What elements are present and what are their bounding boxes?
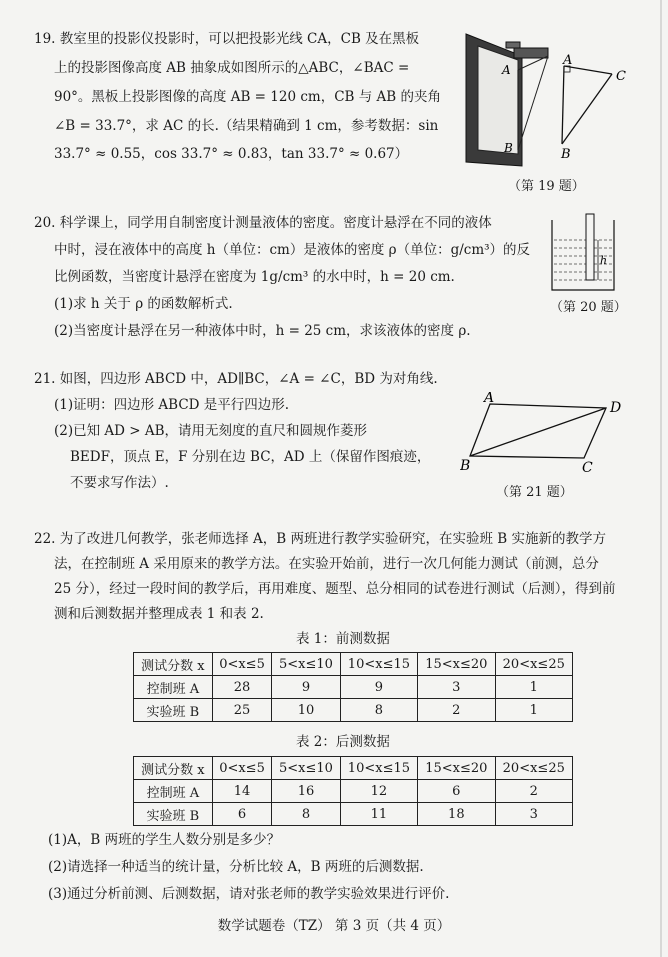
table-2-posttest (133, 756, 573, 826)
figure-19 (462, 26, 642, 174)
table-cell: 2 (418, 699, 495, 722)
parallelogram-ABCD (470, 404, 606, 458)
table-cell: 1 (495, 676, 572, 699)
table-cell: 控制班 A (134, 780, 213, 803)
table-cell: 实验班 B (134, 699, 213, 722)
table-cell: 8 (272, 803, 340, 826)
table-header-cell: 15<x≤20 (418, 653, 495, 676)
figure-20 (548, 210, 618, 294)
table-header-cell: 5<x≤10 (272, 757, 340, 780)
label-A: A (563, 53, 573, 68)
q21-line-1: 21. 如图，四边形 ABCD 中，AD∥BC，∠A = ∠C，BD 为对角线. (34, 371, 438, 387)
table-row (134, 780, 573, 803)
q20-line-4: (1)求 h 关于 ρ 的函数解析式. (54, 296, 233, 312)
hydrometer (586, 214, 594, 280)
table-cell: 控制班 A (134, 676, 213, 699)
label-A: A (484, 392, 495, 406)
label-C: C (582, 460, 593, 476)
table-cell: 16 (272, 780, 340, 803)
table-cell: 25 (212, 699, 271, 722)
q20-line-3: 比例函数，当密度计悬浮在密度为 1g/cm³ 的水中时，h = 20 cm. (54, 269, 455, 285)
q20-line-5: (2)当密度计悬浮在另一种液体中时，h = 25 cm，求该液体的密度 ρ. (54, 323, 471, 339)
figure-21 (460, 392, 630, 478)
q22-line-3: 25 分），经过一段时间的教学后，再用难度、题型、总分相同的试卷进行测试（后测），得到前 (54, 581, 616, 597)
table-header-cell: 0<x≤5 (212, 757, 271, 780)
table-cell: 14 (212, 780, 271, 803)
table-row (134, 699, 573, 722)
q21-caption: （第 21 题） (496, 485, 573, 500)
label-B-board: B (504, 141, 513, 155)
table-cell: 11 (340, 803, 417, 826)
q21-line-5: 不要求写作法）. (70, 475, 169, 491)
projector (514, 48, 548, 58)
q19-line-2: 上的投影图像高度 AB 抽象成如图所示的△ABC，∠BAC = (54, 60, 410, 76)
q22-line-1: 22. 为了改进几何教学，张老师选择 A，B 两班进行教学实验研究，在实验班 B 实施新的教学方 (34, 531, 607, 547)
table-header-cell: 20<x≤25 (495, 757, 572, 780)
table-cell: 3 (418, 676, 495, 699)
q21-line-2: (1)证明：四边形 ABCD 是平行四边形. (54, 397, 290, 413)
table-header-row (134, 757, 573, 780)
table-cell: 6 (212, 803, 271, 826)
q22-sub-1: (1)A，B 两班的学生人数分别是多少？ (48, 832, 281, 848)
table-header-cell: 10<x≤15 (340, 653, 417, 676)
table-cell: 12 (340, 780, 417, 803)
label-A-board: A (502, 63, 511, 77)
table-cell: 9 (272, 676, 340, 699)
table-header-cell: 20<x≤25 (495, 653, 572, 676)
table-header-cell: 5<x≤10 (272, 653, 340, 676)
table-header-row (134, 653, 573, 676)
label-C: C (616, 69, 626, 84)
q21-line-4: BEDF，顶点 E，F 分别在边 BC，AD 上（保留作图痕迹， (70, 449, 431, 465)
q22-line-4: 测和后测数据并整理成表 1 和表 2. (54, 606, 264, 622)
table-row (134, 803, 573, 826)
table-cell: 3 (495, 803, 572, 826)
table1-title: 表 1：前测数据 (296, 631, 390, 647)
table-1-pretest (133, 652, 573, 722)
q19-line-4: ∠B = 33.7°，求 AC 的长.（结果精确到 1 cm，参考数据：sin (54, 118, 439, 134)
q20-line-1: 20. 科学课上，同学用自制密度计测量液体的密度。密度计悬浮在不同的液体 (34, 215, 492, 231)
table-cell: 实验班 B (134, 803, 213, 826)
table-cell: 8 (340, 699, 417, 722)
table-cell: 10 (272, 699, 340, 722)
table-header-cell: 测试分数 x (134, 757, 213, 780)
label-B: B (460, 458, 471, 474)
table-cell: 18 (418, 803, 495, 826)
table-cell: 1 (495, 699, 572, 722)
table-header-cell: 15<x≤20 (418, 757, 495, 780)
q22-sub-2: (2)请选择一种适当的统计量，分析比较 A，B 两班的后测数据. (48, 859, 424, 875)
q19-line-3: 90°。黑板上投影图像的高度 AB = 120 cm，CB 与 AB 的夹角 (54, 89, 441, 105)
diagonal-BD (470, 408, 606, 456)
label-D: D (610, 400, 622, 416)
table2-title: 表 2：后测数据 (296, 734, 390, 750)
q22-sub-3: (3)通过分析前测、后测数据，请对张老师的教学实验效果进行评价. (48, 886, 450, 902)
q19-line-1: 19. 教室里的投影仪投影时，可以把投影光线 CA，CB 及在黑板 (34, 31, 420, 47)
table-cell: 6 (418, 780, 495, 803)
table-cell: 2 (495, 780, 572, 803)
label-B: B (561, 147, 571, 162)
page-footer: 数学试题卷（TZ） 第 3 页（共 4 页） (217, 918, 451, 934)
table-header-cell: 10<x≤15 (340, 757, 417, 780)
table-cell: 28 (212, 676, 271, 699)
table-cell: 9 (340, 676, 417, 699)
q20-line-2: 中时，浸在液体中的高度 h（单位：cm）是液体的密度 ρ（单位：g/cm³）的反 (54, 242, 531, 258)
q19-line-5: 33.7° ≈ 0.55，cos 33.7° ≈ 0.83，tan 33.7° ≈ 0.67） (54, 146, 409, 162)
table-row (134, 676, 573, 699)
q21-line-3: (2)已知 AD > AB，请用无刻度的直尺和圆规作菱形 (54, 423, 368, 439)
table-header-cell: 测试分数 x (134, 653, 213, 676)
label-h: h (600, 254, 608, 267)
q20-caption: （第 20 题） (550, 300, 627, 315)
page-edge-shadow (660, 0, 662, 957)
blackboard-surface (478, 46, 518, 154)
q19-caption: （第 19 题） (508, 179, 585, 194)
q22-line-2: 法，在控制班 A 采用原来的教学方法。在实验开始前，进行一次几何能力测试（前测，总分 (54, 556, 599, 572)
table-header-cell: 0<x≤5 (212, 653, 271, 676)
